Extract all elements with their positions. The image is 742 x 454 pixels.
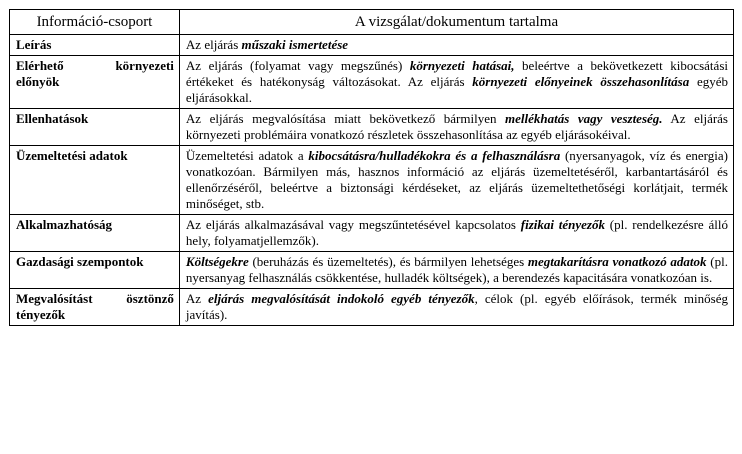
emphasized-text: környezeti előnyeinek összehasonlítása [472,74,690,89]
row-label-word: ösztönző [126,291,174,306]
row-label-line [16,58,174,74]
table-row [10,109,734,146]
content-text: Az eljárás környezeti problémáira vonatkozó részletek összehasonlítása az egyéb eljárásokéival. [185,111,728,142]
table-body [10,35,734,326]
row-content [179,146,733,215]
emphasized-text: fizikai tényezők [520,217,605,232]
row-label-word: Megvalósítást [16,291,93,306]
row-label-text: Üzemeltetési adatok [16,148,128,163]
row-label [10,56,180,109]
row-label-word: Elérhető [16,58,64,73]
table-row [10,215,734,252]
content-text: Az eljárás [185,37,242,52]
row-label-line: tényezők [16,307,66,322]
table-row [10,252,734,289]
content-text: beleértve a bekövetkezett kibocsátási értékeket és hatékonyság változásokat. Az eljárás [185,58,728,89]
row-content [179,289,733,326]
row-content [179,35,733,56]
table-row [10,289,734,326]
header-content: A vizsgálat/dokumentum tartalma [179,10,733,35]
row-label [10,109,180,146]
content-text: (beruházás és üzemeltetés), és bármilyen lehetséges [248,254,528,269]
row-content [179,109,733,146]
emphasized-text: eljárás megvalósítását indokoló egyéb tényezők [208,291,475,306]
row-label [10,252,180,289]
emphasized-text: mellékhatás vagy veszteség. [505,111,663,126]
row-label [10,146,180,215]
row-label-line [16,291,174,307]
table-header-row [10,10,734,35]
content-text: egyéb eljárásokkal. [185,74,728,105]
row-content [179,215,733,252]
row-label-text: Leírás [16,37,52,52]
emphasized-text: kibocsátásra/hulladékokra és a felhasználásra [308,148,561,163]
content-text: Üzemeltetési adatok a [185,148,309,163]
emphasized-text: Költségekre [185,254,249,269]
row-label [10,289,180,326]
table-row [10,35,734,56]
content-text: (nyersanyagok, víz és energia) vonatkozóan. Bármilyen más, hasznos információ az eljárás üzemeltetéséről, karbantartásáról és ellenőrzéséről, beleértve a biztonsági kérdéseket, az eljárás üzemeltethetőségi korlátjait, termék minőséget, stb. [185,148,728,211]
row-label [10,35,180,56]
row-label-text: Ellenhatások [16,111,89,126]
row-content [179,56,733,109]
header-info-group: Információ-csoport [10,10,180,35]
content-text: , célok (pl. egyéb előírások, termék minőség javítás). [185,291,728,322]
row-content [179,252,733,289]
information-table [9,9,734,326]
row-label-line: előnyök [16,74,60,89]
row-label-text: Gazdasági szempontok [16,254,144,269]
content-text: (pl. rendelkezésre álló hely, folyamatjellemzők). [185,217,728,248]
emphasized-text: megtakarításra vonatkozó adatok [527,254,707,269]
content-text: Az eljárás alkalmazásával vagy megszűntetésével kapcsolatos [185,217,521,232]
emphasized-text: környezeti hatásai, [409,58,515,73]
emphasized-text: műszaki ismertetése [241,37,349,52]
content-text: Az eljárás (folyamat vagy megszűnés) [185,58,410,73]
content-text: (pl. nyersanyag felhasználás csökkentése, hulladék költségek), a berendezés kapacitására vonatkozóan is. [185,254,728,285]
table-row [10,56,734,109]
table-row [10,146,734,215]
content-text: Az [185,291,209,306]
row-label-text: Alkalmazhatóság [16,217,113,232]
content-text: Az eljárás megvalósítása miatt bekövetkező bármilyen [185,111,506,126]
row-label [10,215,180,252]
row-label-word: környezeti [115,58,174,73]
